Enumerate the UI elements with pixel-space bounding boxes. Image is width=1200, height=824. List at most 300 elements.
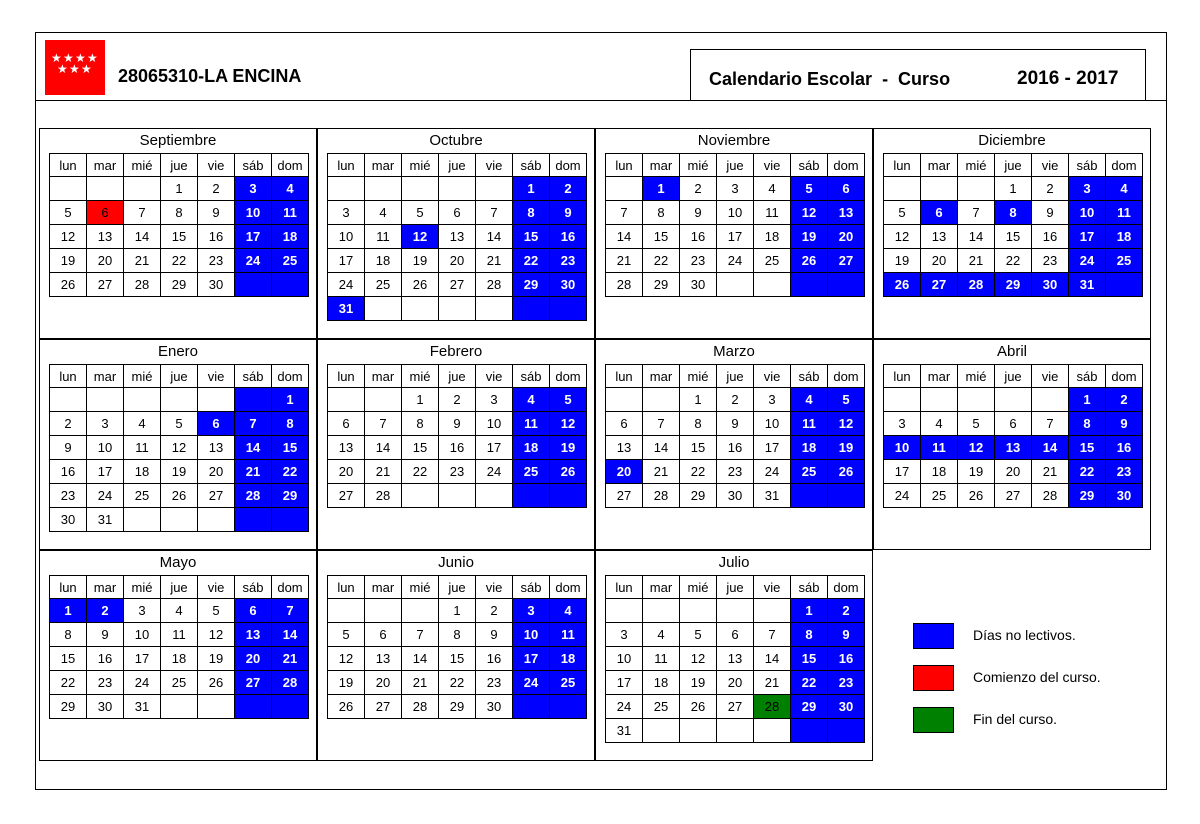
day-cell: 2	[1032, 177, 1069, 201]
day-cell: 21	[402, 671, 439, 695]
weekday-header: vie	[1032, 365, 1069, 388]
weekday-header: vie	[198, 154, 235, 177]
weekday-header: mié	[958, 154, 995, 177]
day-cell: 9	[828, 623, 865, 647]
day-cell: 16	[439, 436, 476, 460]
day-cell: 4	[124, 412, 161, 436]
empty-day-cell	[50, 388, 87, 412]
day-cell: 4	[513, 388, 550, 412]
weekday-header: lun	[50, 365, 87, 388]
day-cell: 9	[550, 201, 587, 225]
day-cell: 9	[50, 436, 87, 460]
day-cell: 21	[124, 249, 161, 273]
month-calendar-table	[605, 364, 865, 508]
week-row	[606, 484, 865, 508]
day-cell: 14	[402, 647, 439, 671]
weekday-header: mar	[365, 576, 402, 599]
day-cell: 29	[995, 273, 1032, 297]
day-cell: 30	[1106, 484, 1143, 508]
week-row	[606, 623, 865, 647]
day-cell: 2	[50, 412, 87, 436]
day-cell: 10	[235, 201, 272, 225]
week-row	[606, 460, 865, 484]
weekday-header: dom	[550, 154, 587, 177]
day-cell: 24	[476, 460, 513, 484]
empty-day-cell	[550, 297, 587, 321]
week-row	[884, 273, 1143, 297]
week-row	[884, 388, 1143, 412]
day-cell: 26	[884, 273, 921, 297]
weekday-header: dom	[272, 154, 309, 177]
day-cell: 24	[606, 695, 643, 719]
day-cell: 21	[365, 460, 402, 484]
month-calendar-table	[49, 575, 309, 719]
day-cell: 18	[754, 225, 791, 249]
legend-item-comienzo	[913, 665, 1173, 695]
day-cell: 23	[550, 249, 587, 273]
day-cell: 1	[791, 599, 828, 623]
weekday-header: mar	[87, 365, 124, 388]
day-cell: 31	[87, 508, 124, 532]
day-cell: 21	[606, 249, 643, 273]
day-cell: 22	[272, 460, 309, 484]
week-row	[884, 412, 1143, 436]
month-calendar-table	[49, 153, 309, 297]
day-cell: 8	[995, 201, 1032, 225]
day-cell: 6	[717, 623, 754, 647]
day-cell: 12	[50, 225, 87, 249]
day-cell: 7	[1032, 412, 1069, 436]
empty-day-cell	[643, 719, 680, 743]
day-cell: 29	[439, 695, 476, 719]
day-cell: 17	[87, 460, 124, 484]
empty-day-cell	[161, 695, 198, 719]
week-row	[328, 297, 587, 321]
day-cell: 8	[272, 412, 309, 436]
empty-day-cell	[680, 599, 717, 623]
day-cell: 29	[680, 484, 717, 508]
day-cell: 22	[439, 671, 476, 695]
day-cell: 31	[754, 484, 791, 508]
day-cell: 17	[513, 647, 550, 671]
empty-day-cell	[754, 273, 791, 297]
day-cell: 24	[328, 273, 365, 297]
weekday-header-row	[50, 576, 309, 599]
legend-swatch-red	[913, 665, 954, 691]
empty-day-cell	[476, 177, 513, 201]
empty-day-cell	[198, 695, 235, 719]
legend-swatch-green	[913, 707, 954, 733]
day-cell: 13	[439, 225, 476, 249]
svg-text:★: ★	[57, 62, 68, 76]
day-cell: 18	[272, 225, 309, 249]
weekday-header: mar	[87, 576, 124, 599]
weekday-header: lun	[328, 365, 365, 388]
day-cell: 14	[1032, 436, 1069, 460]
day-cell: 6	[198, 412, 235, 436]
empty-day-cell	[1032, 388, 1069, 412]
day-cell: 8	[513, 201, 550, 225]
day-cell: 23	[1106, 460, 1143, 484]
weekday-header: vie	[754, 154, 791, 177]
month-noviembre	[595, 128, 873, 339]
weekday-header: mié	[402, 154, 439, 177]
weekday-header: lun	[50, 154, 87, 177]
empty-day-cell	[439, 297, 476, 321]
month-title: Septiembre	[139, 132, 217, 149]
day-cell: 22	[995, 249, 1032, 273]
day-cell: 11	[513, 412, 550, 436]
empty-day-cell	[606, 388, 643, 412]
day-cell: 17	[754, 436, 791, 460]
week-row	[606, 388, 865, 412]
day-cell: 14	[606, 225, 643, 249]
day-cell: 9	[198, 201, 235, 225]
day-cell: 14	[365, 436, 402, 460]
day-cell: 3	[235, 177, 272, 201]
month-title: Julio	[718, 554, 750, 571]
day-cell: 18	[124, 460, 161, 484]
empty-day-cell	[87, 388, 124, 412]
weekday-header: lun	[606, 154, 643, 177]
day-cell: 2	[87, 599, 124, 623]
day-cell: 14	[235, 436, 272, 460]
day-cell: 10	[513, 623, 550, 647]
empty-day-cell	[365, 297, 402, 321]
week-row	[50, 177, 309, 201]
calendar-page	[35, 32, 1167, 790]
day-cell: 8	[643, 201, 680, 225]
day-cell: 16	[717, 436, 754, 460]
day-cell: 22	[50, 671, 87, 695]
week-row	[50, 460, 309, 484]
day-cell: 10	[476, 412, 513, 436]
weekday-header-row	[884, 365, 1143, 388]
day-cell: 19	[791, 225, 828, 249]
day-cell: 11	[1106, 201, 1143, 225]
day-cell: 20	[995, 460, 1032, 484]
week-row	[50, 695, 309, 719]
weekday-header: jue	[439, 576, 476, 599]
month-title: Octubre	[429, 132, 483, 149]
day-cell: 13	[365, 647, 402, 671]
day-cell: 14	[958, 225, 995, 249]
day-cell: 23	[439, 460, 476, 484]
day-cell: 25	[791, 460, 828, 484]
day-cell: 12	[198, 623, 235, 647]
weekday-header: lun	[606, 365, 643, 388]
empty-day-cell	[643, 599, 680, 623]
week-row	[884, 225, 1143, 249]
day-cell: 28	[124, 273, 161, 297]
day-cell: 2	[550, 177, 587, 201]
day-cell: 17	[606, 671, 643, 695]
week-row	[328, 273, 587, 297]
week-row	[606, 647, 865, 671]
week-row	[606, 695, 865, 719]
weekday-header: lun	[50, 576, 87, 599]
week-row	[50, 508, 309, 532]
comunidad-madrid-flag-logo	[45, 40, 105, 95]
week-row	[50, 388, 309, 412]
empty-day-cell	[272, 273, 309, 297]
day-cell: 13	[921, 225, 958, 249]
empty-day-cell	[958, 388, 995, 412]
week-row	[50, 671, 309, 695]
month-abril	[873, 339, 1151, 550]
day-cell: 1	[1069, 388, 1106, 412]
week-row	[50, 201, 309, 225]
day-cell: 23	[680, 249, 717, 273]
day-cell: 27	[717, 695, 754, 719]
weekday-header: jue	[161, 154, 198, 177]
day-cell: 23	[1032, 249, 1069, 273]
day-cell: 21	[754, 671, 791, 695]
day-cell: 6	[828, 177, 865, 201]
week-row	[328, 599, 587, 623]
weekday-header-row	[328, 154, 587, 177]
day-cell: 7	[754, 623, 791, 647]
month-title: Abril	[996, 343, 1027, 360]
month-calendar-table	[605, 575, 865, 743]
day-cell: 12	[958, 436, 995, 460]
day-cell: 28	[365, 484, 402, 508]
month-calendar-table	[883, 364, 1143, 508]
day-cell: 23	[198, 249, 235, 273]
day-cell: 7	[643, 412, 680, 436]
day-cell: 16	[1106, 436, 1143, 460]
day-cell: 16	[476, 647, 513, 671]
day-cell: 1	[50, 599, 87, 623]
day-cell: 12	[402, 225, 439, 249]
day-cell: 18	[513, 436, 550, 460]
day-cell: 20	[365, 671, 402, 695]
weekday-header: mar	[921, 154, 958, 177]
day-cell: 20	[921, 249, 958, 273]
weekday-header: jue	[717, 154, 754, 177]
empty-day-cell	[365, 599, 402, 623]
day-cell: 5	[791, 177, 828, 201]
day-cell: 8	[402, 412, 439, 436]
day-cell: 25	[550, 671, 587, 695]
day-cell: 23	[828, 671, 865, 695]
day-cell: 27	[198, 484, 235, 508]
day-cell: 4	[791, 388, 828, 412]
weekday-header: mié	[402, 365, 439, 388]
day-cell: 25	[272, 249, 309, 273]
week-row	[50, 484, 309, 508]
day-cell: 4	[365, 201, 402, 225]
empty-day-cell	[643, 388, 680, 412]
day-cell: 22	[791, 671, 828, 695]
weekday-header: sáb	[791, 576, 828, 599]
weekday-header: dom	[1106, 365, 1143, 388]
day-cell: 13	[717, 647, 754, 671]
day-cell: 6	[439, 201, 476, 225]
svg-text:★: ★	[69, 62, 80, 76]
weekday-header: sáb	[1069, 154, 1106, 177]
day-cell: 19	[958, 460, 995, 484]
day-cell: 7	[476, 201, 513, 225]
empty-day-cell	[272, 695, 309, 719]
empty-day-cell	[550, 695, 587, 719]
day-cell: 27	[365, 695, 402, 719]
empty-day-cell	[198, 508, 235, 532]
weekday-header: lun	[884, 365, 921, 388]
month-title: Marzo	[713, 343, 755, 360]
week-row	[328, 249, 587, 273]
day-cell: 29	[513, 273, 550, 297]
day-cell: 16	[550, 225, 587, 249]
weekday-header: sáb	[791, 154, 828, 177]
day-cell: 5	[50, 201, 87, 225]
week-row	[328, 388, 587, 412]
day-cell: 23	[476, 671, 513, 695]
weekday-header: mié	[124, 576, 161, 599]
weekday-header: dom	[550, 365, 587, 388]
day-cell: 18	[365, 249, 402, 273]
week-row	[606, 177, 865, 201]
weekday-header: sáb	[235, 365, 272, 388]
day-cell: 22	[513, 249, 550, 273]
week-row	[884, 249, 1143, 273]
day-cell: 7	[235, 412, 272, 436]
day-cell: 27	[87, 273, 124, 297]
empty-day-cell	[995, 388, 1032, 412]
weekday-header: dom	[828, 576, 865, 599]
weekday-header: mié	[680, 576, 717, 599]
weekday-header: vie	[476, 576, 513, 599]
month-title: Febrero	[429, 343, 483, 360]
day-cell: 27	[328, 484, 365, 508]
day-cell: 2	[198, 177, 235, 201]
day-cell: 17	[124, 647, 161, 671]
empty-day-cell	[828, 719, 865, 743]
day-cell: 8	[1069, 412, 1106, 436]
weekday-header-row	[606, 154, 865, 177]
day-cell: 13	[606, 436, 643, 460]
day-cell: 5	[884, 201, 921, 225]
day-cell: 7	[606, 201, 643, 225]
week-row	[328, 484, 587, 508]
day-cell: 26	[50, 273, 87, 297]
day-cell: 27	[606, 484, 643, 508]
month-calendar-table	[883, 153, 1143, 297]
empty-day-cell	[402, 297, 439, 321]
empty-day-cell	[124, 177, 161, 201]
day-cell: 15	[439, 647, 476, 671]
day-cell: 17	[476, 436, 513, 460]
weekday-header: lun	[606, 576, 643, 599]
empty-day-cell	[161, 388, 198, 412]
weekday-header: sáb	[235, 576, 272, 599]
day-cell: 9	[87, 623, 124, 647]
day-cell: 14	[754, 647, 791, 671]
month-septiembre	[39, 128, 317, 339]
day-cell: 15	[643, 225, 680, 249]
day-cell: 6	[235, 599, 272, 623]
weekday-header: vie	[476, 365, 513, 388]
empty-day-cell	[550, 484, 587, 508]
day-cell: 16	[50, 460, 87, 484]
day-cell: 6	[87, 201, 124, 225]
title-box	[690, 49, 1146, 101]
month-febrero	[317, 339, 595, 550]
day-cell: 29	[1069, 484, 1106, 508]
empty-day-cell	[754, 719, 791, 743]
day-cell: 19	[198, 647, 235, 671]
weekday-header: jue	[995, 154, 1032, 177]
day-cell: 12	[550, 412, 587, 436]
empty-day-cell	[50, 177, 87, 201]
day-cell: 19	[161, 460, 198, 484]
weekday-header: mié	[124, 365, 161, 388]
weekday-header: mar	[87, 154, 124, 177]
weekday-header-row	[328, 365, 587, 388]
day-cell: 10	[884, 436, 921, 460]
day-cell: 15	[402, 436, 439, 460]
week-row	[606, 436, 865, 460]
day-cell: 28	[754, 695, 791, 719]
week-row	[606, 412, 865, 436]
day-cell: 27	[995, 484, 1032, 508]
day-cell: 8	[439, 623, 476, 647]
day-cell: 10	[754, 412, 791, 436]
day-cell: 21	[958, 249, 995, 273]
week-row	[50, 436, 309, 460]
day-cell: 26	[958, 484, 995, 508]
svg-text:★: ★	[51, 51, 62, 65]
weekday-header: mar	[365, 365, 402, 388]
day-cell: 26	[828, 460, 865, 484]
empty-day-cell	[791, 273, 828, 297]
day-cell: 17	[1069, 225, 1106, 249]
day-cell: 6	[606, 412, 643, 436]
day-cell: 29	[161, 273, 198, 297]
month-title: Mayo	[159, 554, 197, 571]
empty-day-cell	[958, 177, 995, 201]
empty-day-cell	[328, 177, 365, 201]
day-cell: 13	[995, 436, 1032, 460]
day-cell: 3	[87, 412, 124, 436]
month-calendar-table	[49, 364, 309, 532]
day-cell: 5	[958, 412, 995, 436]
weekday-header-row	[50, 154, 309, 177]
day-cell: 5	[680, 623, 717, 647]
day-cell: 22	[1069, 460, 1106, 484]
day-cell: 16	[87, 647, 124, 671]
day-cell: 9	[476, 623, 513, 647]
legend-label: Comienzo del curso.	[973, 669, 1101, 685]
day-cell: 4	[921, 412, 958, 436]
empty-day-cell	[124, 508, 161, 532]
day-cell: 1	[402, 388, 439, 412]
weekday-header: dom	[550, 576, 587, 599]
empty-day-cell	[365, 177, 402, 201]
day-cell: 24	[87, 484, 124, 508]
day-cell: 4	[754, 177, 791, 201]
day-cell: 16	[828, 647, 865, 671]
day-cell: 30	[828, 695, 865, 719]
day-cell: 8	[680, 412, 717, 436]
weekday-header: vie	[476, 154, 513, 177]
weekday-header: sáb	[235, 154, 272, 177]
empty-day-cell	[235, 695, 272, 719]
day-cell: 3	[717, 177, 754, 201]
weekday-header: jue	[995, 365, 1032, 388]
day-cell: 16	[1032, 225, 1069, 249]
day-cell: 7	[365, 412, 402, 436]
